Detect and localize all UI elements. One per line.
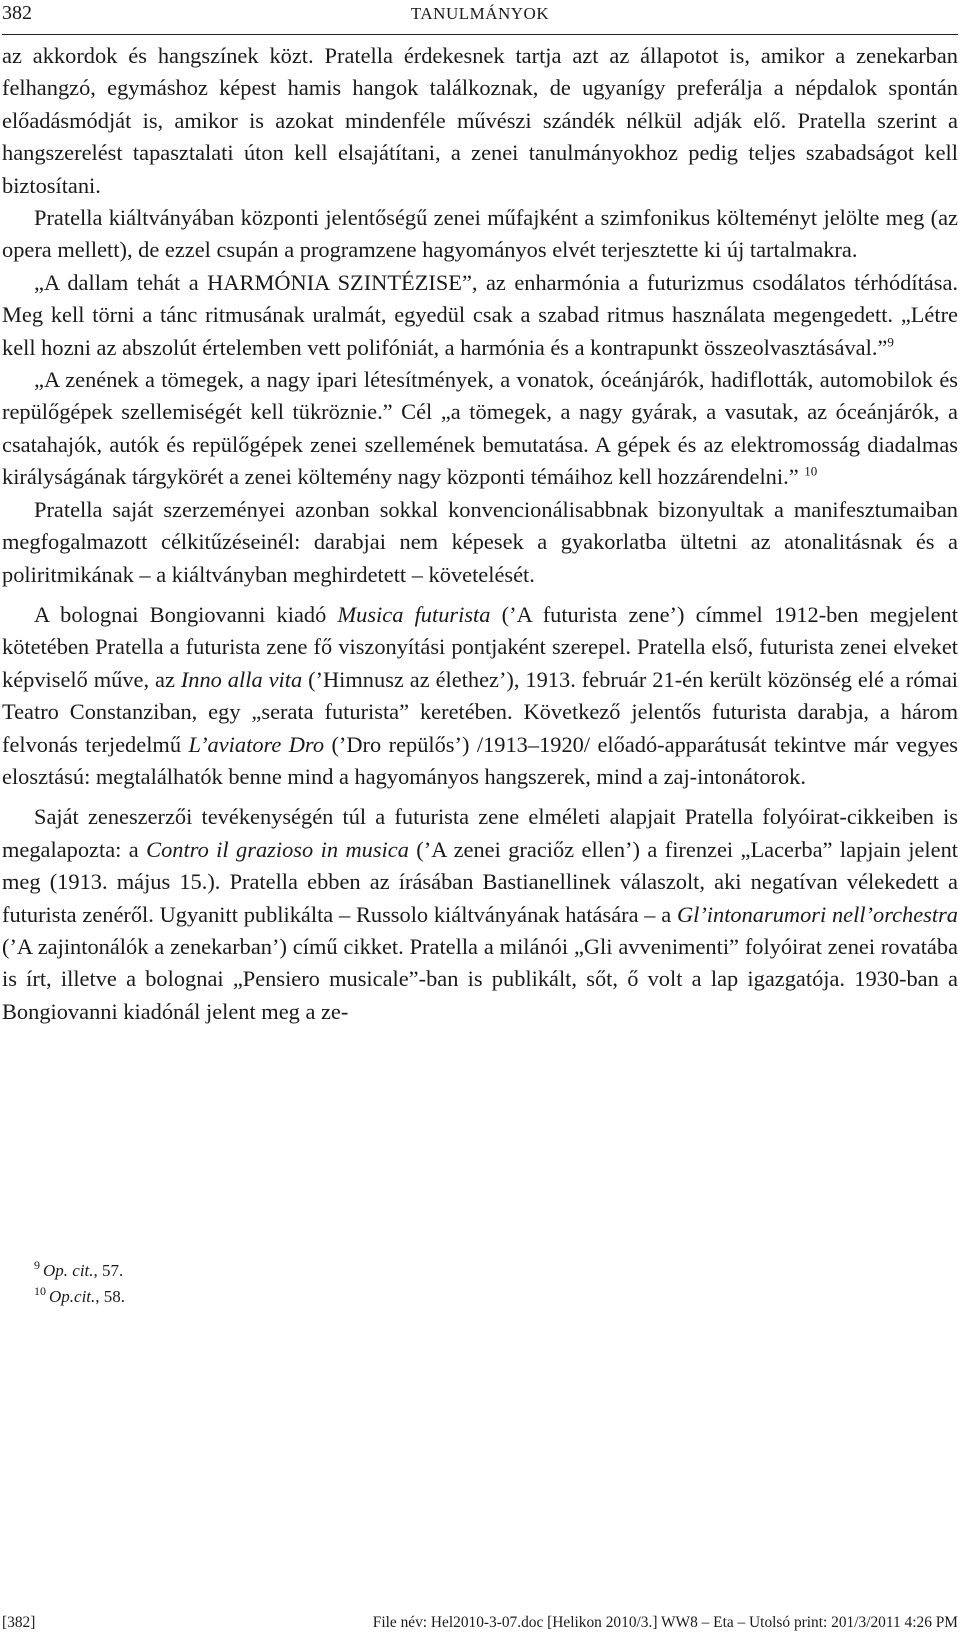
- paragraph-gap: [2, 591, 958, 599]
- text-run: (’A futurista zene’) címmel 1912-ben megjelent kötetében Pratella a futurista zene fő viszonyítási pontjaként szerepel. Pratella első, futurista zenei elveket képviselő műve, az: [2, 601, 958, 692]
- footnote-ref: Op. cit.: [43, 1261, 94, 1280]
- footnote-text: , 57.: [93, 1261, 124, 1280]
- footer-page-ref: [382]: [2, 1614, 36, 1631]
- paragraph: [2, 202, 958, 267]
- paragraph-gap: [2, 793, 958, 801]
- footnote: [34, 1258, 125, 1284]
- page-header: [0, 0, 960, 40]
- paragraph: [2, 599, 958, 793]
- footnote-ref-mark: 10: [804, 463, 818, 479]
- text-run: Saját zeneszerzői tevékenységén túl a futurista zene elméleti alapjait Pratella folyóirat-cikkeiben is megalapozta: a: [2, 804, 958, 862]
- header-rule: [2, 34, 958, 35]
- text-run: (’A zenei graciőz ellen’) a firenzei „Lacerba” lapjain jelent meg (1913. május 15.). Pratella ebben az írásában Bastianellinek válaszolt, aki negatívan vélekedett a futurista zenéről. Ugyanitt publikálta – Russolo kiáltványának hatására – a: [2, 836, 958, 927]
- italic-title: Musica futurista: [337, 601, 491, 627]
- article-body: [2, 40, 958, 1028]
- footnote: [34, 1284, 125, 1310]
- text-run: (’Himnusz az élethez’), 1913. február 21-én került közönség elé a római Teatro Constanziban, egy „serata futurista” keretében. Következő jelentős futurista darabja, a három felvonás terjedelmű: [2, 666, 958, 757]
- footer-file-info: File név: Hel2010-3-07.doc [Helikon 2010/3.] WW8 – Eta – Utolsó print: 201/3/2011 4:26 PM: [372, 1614, 958, 1631]
- quote-paragraph: [2, 364, 958, 494]
- text-run: Pratella saját szerzeményei azonban sokkal konvencionálisabbnak bizonyultak a manifesztumaiban megfogalmazott célkitűzéseinél: darabjai nem képesek a gyakorlatba ültetni az atonalitásnak és a poliritmikának – a kiáltványban meghirdetett – követelését.: [2, 496, 958, 587]
- footnote-ref: Op.cit.: [49, 1287, 96, 1306]
- footnote-ref-mark: 9: [887, 334, 894, 350]
- text-run: Pratella kiáltványában központi jelentőségű zenei műfajként a szimfonikus költeményt jelölte meg (az opera mellett), de ezzel csupán a programzene hagyományos elvét terjesztette ki új tartalmakra.: [2, 205, 958, 263]
- page-number: 382: [2, 2, 32, 24]
- quote-paragraph: [2, 267, 958, 364]
- paragraph: [2, 801, 958, 1028]
- italic-title: Contro il grazioso in musica: [146, 836, 409, 862]
- text-run: „A dallam tehát a HARMÓNIA SZINTÉZISE”, az enharmónia a futurizmus csodálatos térhódítása. Meg kell törni a tánc ritmusának uralmát, egyedül csak a szabad ritmus használata megengedett. „Létre kell hozni az abszolút értelemben vett polifóniát, a harmónia és a kontrapunkt összeolvasztásával.”: [2, 269, 958, 360]
- text-run: „A zenének a tömegek, a nagy ipari létesítmények, a vonatok, óceánjárók, hadiflották, automobilok és repülőgépek szellemiségét kell tükröznie.” Cél „a tömegek, a nagy gyárak, a vasutak, az óceánjárók, a csatahajók, autók és repülőgépek zenei szellemének bemutatása. A gépek és az elektromosság diadalmas királyságának tárgykörét a zenei költemény nagy központi témáihoz kell hozzárendelni.”: [2, 367, 958, 490]
- italic-title: Inno alla vita: [180, 666, 303, 692]
- text-run: (’A zajintonálók a zenekarban’) című cikket. Pratella a milánói „Gli avvenimenti” folyóirat zenei rovatába is írt, illetve a bolognai „Pensiero musicale”-ban is publikált, sőt, ő volt a lap igazgatója. 1930-ban a Bongiovanni kiadónál jelent meg a ze-: [2, 933, 958, 1024]
- text-run: az akkordok és hangszínek közt. Pratella érdekesnek tartja azt az állapotot is, amikor a zenekarban felhangzó, egymáshoz képest hamis hangok találkoznak, de ugyanígy preferálja a népdalok spontán előadásmódját is, amikor is azokat mindenféle művészi szándék nélkül adják elő. Pratella szerint a hangszerelést tapasztalati úton kell elsajátítani, a zenei tanulmányokhoz pedig teljes szabadságot kell biztosítani.: [2, 43, 958, 198]
- paragraph: [2, 494, 958, 591]
- text-run: (’Dro repülős’) /1913–1920/ előadó-apparátusát tekintve már vegyes elosztású: megtalálhatók benne mind a hagyományos hangszerek, mind a zaj-intonátorok.: [2, 731, 958, 789]
- italic-title: L’aviatore Dro: [188, 731, 325, 757]
- footnotes: [34, 1258, 125, 1310]
- footnote-text: , 58.: [95, 1287, 126, 1306]
- footnote-number: 9: [34, 1258, 40, 1273]
- text-run: A bolognai Bongiovanni kiadó: [34, 601, 338, 627]
- paragraph: [2, 40, 958, 202]
- footnote-number: 10: [34, 1284, 46, 1299]
- running-title: TANULMÁNYOK: [410, 4, 550, 23]
- italic-title: Gl’intonarumori nell’orchestra: [676, 901, 958, 927]
